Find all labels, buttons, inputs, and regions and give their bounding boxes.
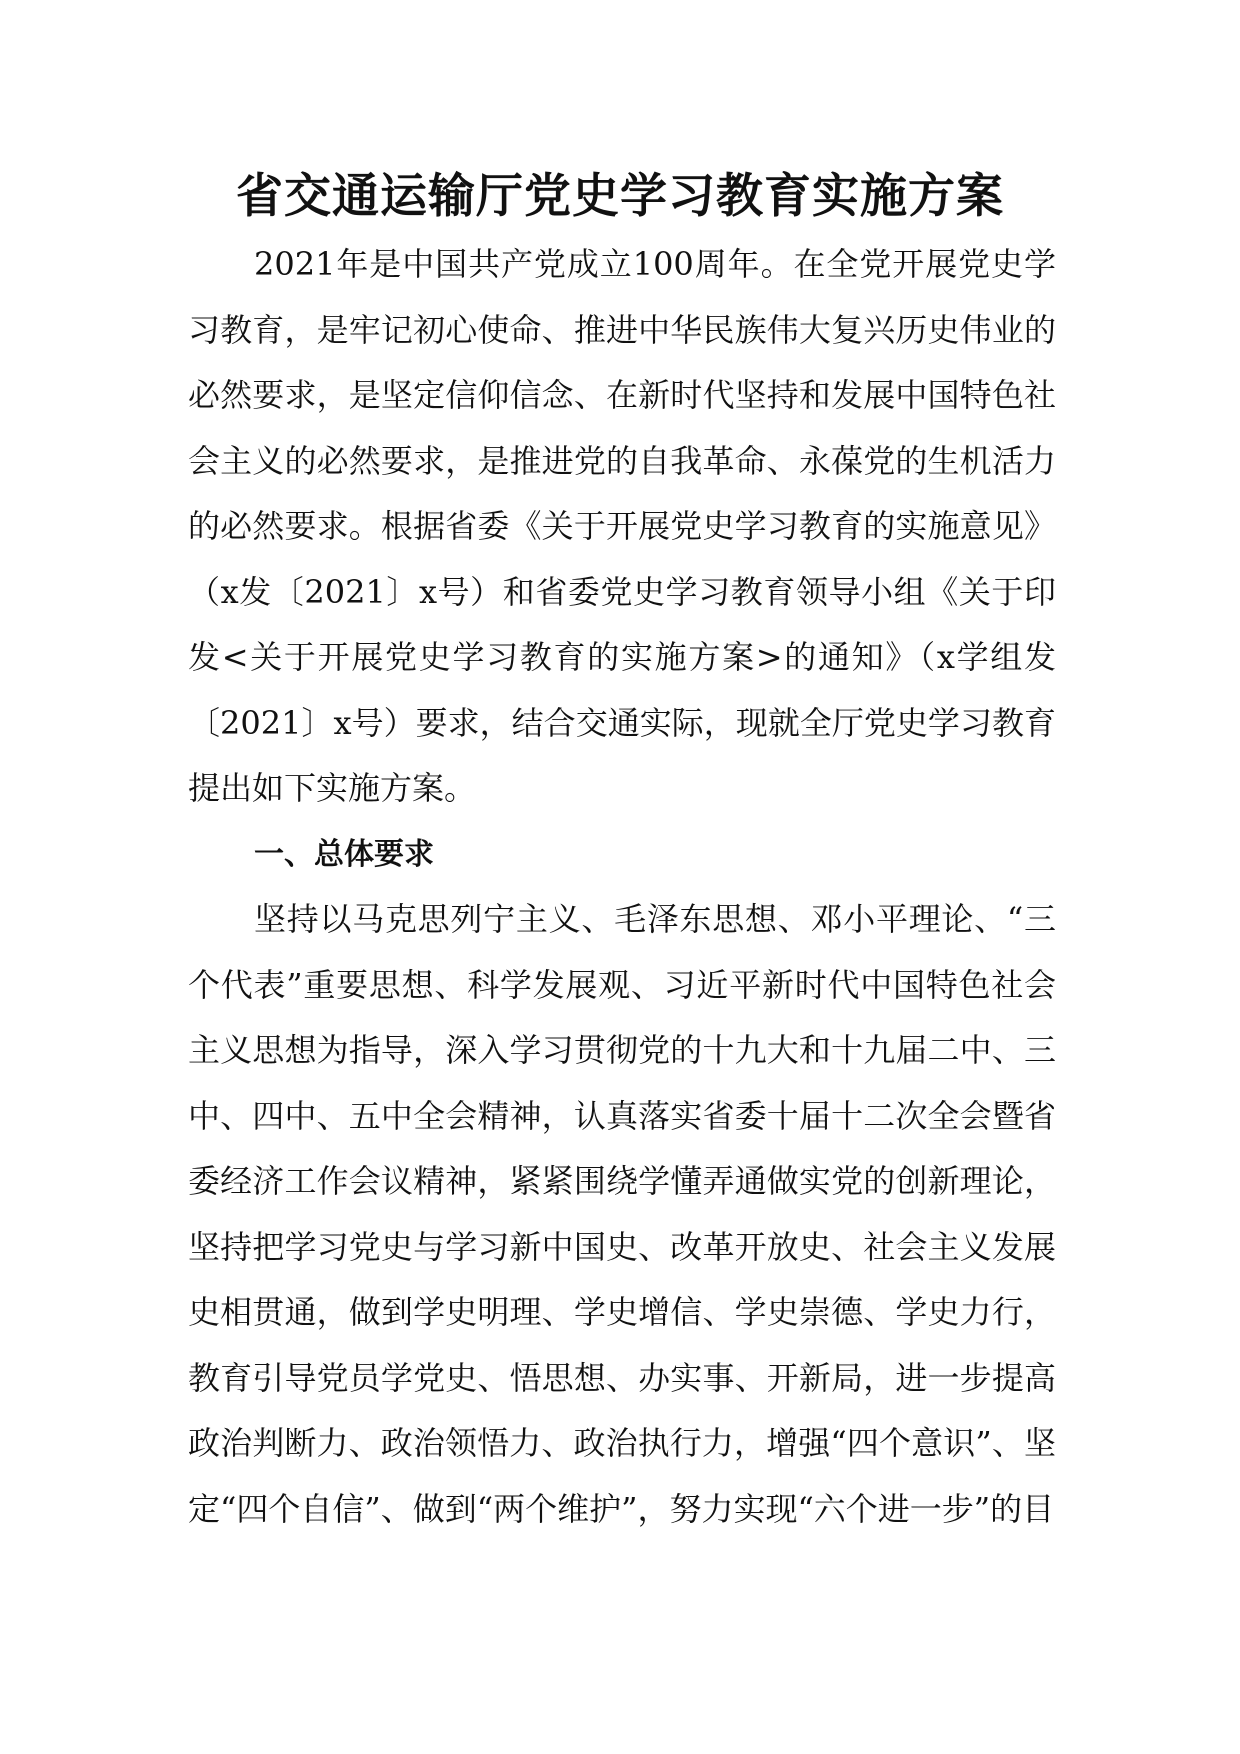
- general-requirements-paragraph: 坚持以马克思列宁主义、毛泽东思想、邓小平理论、“三个代表”重要思想、科学发展观、习近平新时代中国特色社会主义思想为指导，深入学习贯彻党的十九大和十九届二中、三中、四中、五中全会精神，认真落实省委十届十二次全会暨省委经济工作会议精神，紧紧围绕学懂弄通做实党的创新理论，坚持把学习党史与学习新中国史、改革开放史、社会主义发展史相贯通，做到学史明理、学史增信、学史崇德、学史力行，教育引导党员学党史、悟思想、办实事、开新局，进一步提高政治判断力、政治领悟力、政治执行力，增强“四个意识”、坚定“四个自信”、做到“两个维护”，努力实现“六个进一步”的目: [188, 900, 1056, 1528]
- section-heading-general-requirements: 一、总体要求: [254, 836, 434, 872]
- intro-paragraph: 2021年是中国共产党成立100周年。在全党开展党史学习教育，是牢记初心使命、推进中华民族伟大复兴历史伟业的必然要求，是坚定信仰信念、在新时代坚持和发展中国特色社会主义的必然要求，是推进党的自我革命、永葆党的生机活力的必然要求。根据省委《关于开展党史学习教育的实施意见》（x发〔2021〕x号）和省委党史学习教育领导小组《关于印发<关于开展党史学习教育的实施方案>的通知》（x学组发〔2021〕x号）要求，结合交通实际，现就全厅党史学习教育提出如下实施方案。: [188, 245, 1056, 807]
- document-body: [188, 232, 1056, 1542]
- document-title: 省交通运输厅党史学习教育实施方案: [236, 169, 1004, 224]
